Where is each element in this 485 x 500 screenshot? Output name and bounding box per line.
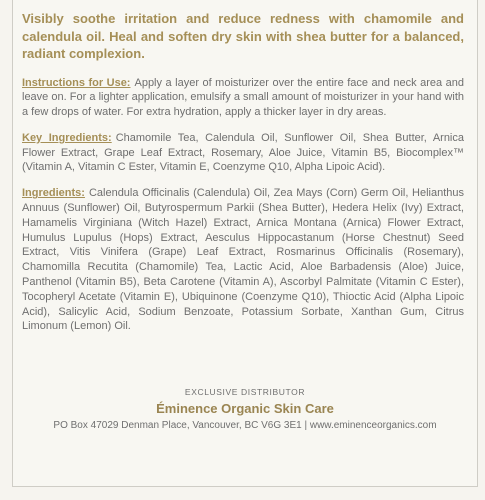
instructions-section — [22, 76, 464, 120]
company-address: PO Box 47029 Denman Place, Vancouver, BC V6G 3E1 | www.eminenceorganics.com — [53, 420, 437, 431]
key-ingredients-heading: Key Ingredients: — [22, 131, 112, 144]
ingredients-section — [22, 186, 464, 334]
key-ingredients-section — [22, 131, 464, 175]
product-description: Visibly soothe irritation and reduce redness with chamomile and calendula oil. Heal and soften dry skin with shea butter for a balanced, radiant complexion. — [22, 11, 464, 61]
label-content — [22, 10, 464, 334]
ingredients-heading: Ingredients: — [22, 187, 85, 200]
ingredients-text: Calendula Officinalis (Calendula) Oil, Zea Mays (Corn) Germ Oil, Helianthus Annuus (Sunflower) Oil, Butyrospermum Parkii (Shea Butter), Hedera Helix (Ivy) Extract, Hamamelis Virginiana (Witch Hazel) Extract, Arnica Montana (Arnica) Flower Extract, Humulus Lupulus (Hops) Extract, Aesculus Hippocastanum (Horse Chestnut) Seed Extract, Vitis Vinifera (Grape) Leaf Extract, Rosmarinus Officinalis (Rosemary), Chamomilla Recutita (Chamomile) Tea, Lactic Acid, Aloe Barbadensis (Aloe) Juice, Panthenol (Vitamin B5), Beta Carotene (Vitamin A), Ascorbyl Palmitate (Vitamin C Ester), Tocopheryl Acetate (Vitamin E), Ubiquinone (Coenzyme Q10), Thioctic Acid (Alpha Lipoic Acid), Salicylic Acid, Sodium Benzoate, Potassium Sorbate, Xanthan Gum, Citrus Limonum (Lemon) Oil. — [22, 187, 464, 333]
company-name: Éminence Organic Skin Care — [156, 401, 334, 416]
key-ingredients-text: Chamomile Tea, Calendula Oil, Sunflower Oil, Shea Butter, Arnica Flower Extract, Grape Leaf Extract, Rosemary, Aloe Juice, Vitamin B5, Biocomplex™ (Vitamin A, Vitamin C Ester, Vitamin E, Coenzyme Q10, Alpha Lipoic Acid). — [22, 131, 464, 174]
instructions-text: Apply a layer of moisturizer over the entire face and neck area and leave on. For a lighter application, emulsify a small amount of moisturizer in your hand with a few drops of water. For extra hydration, apply a thicker layer in dry areas. — [22, 76, 464, 119]
distributor-label: EXCLUSIVE DISTRIBUTOR — [184, 387, 306, 397]
distributor-footer — [12, 386, 478, 433]
instructions-heading: Instructions for Use: — [22, 76, 131, 89]
